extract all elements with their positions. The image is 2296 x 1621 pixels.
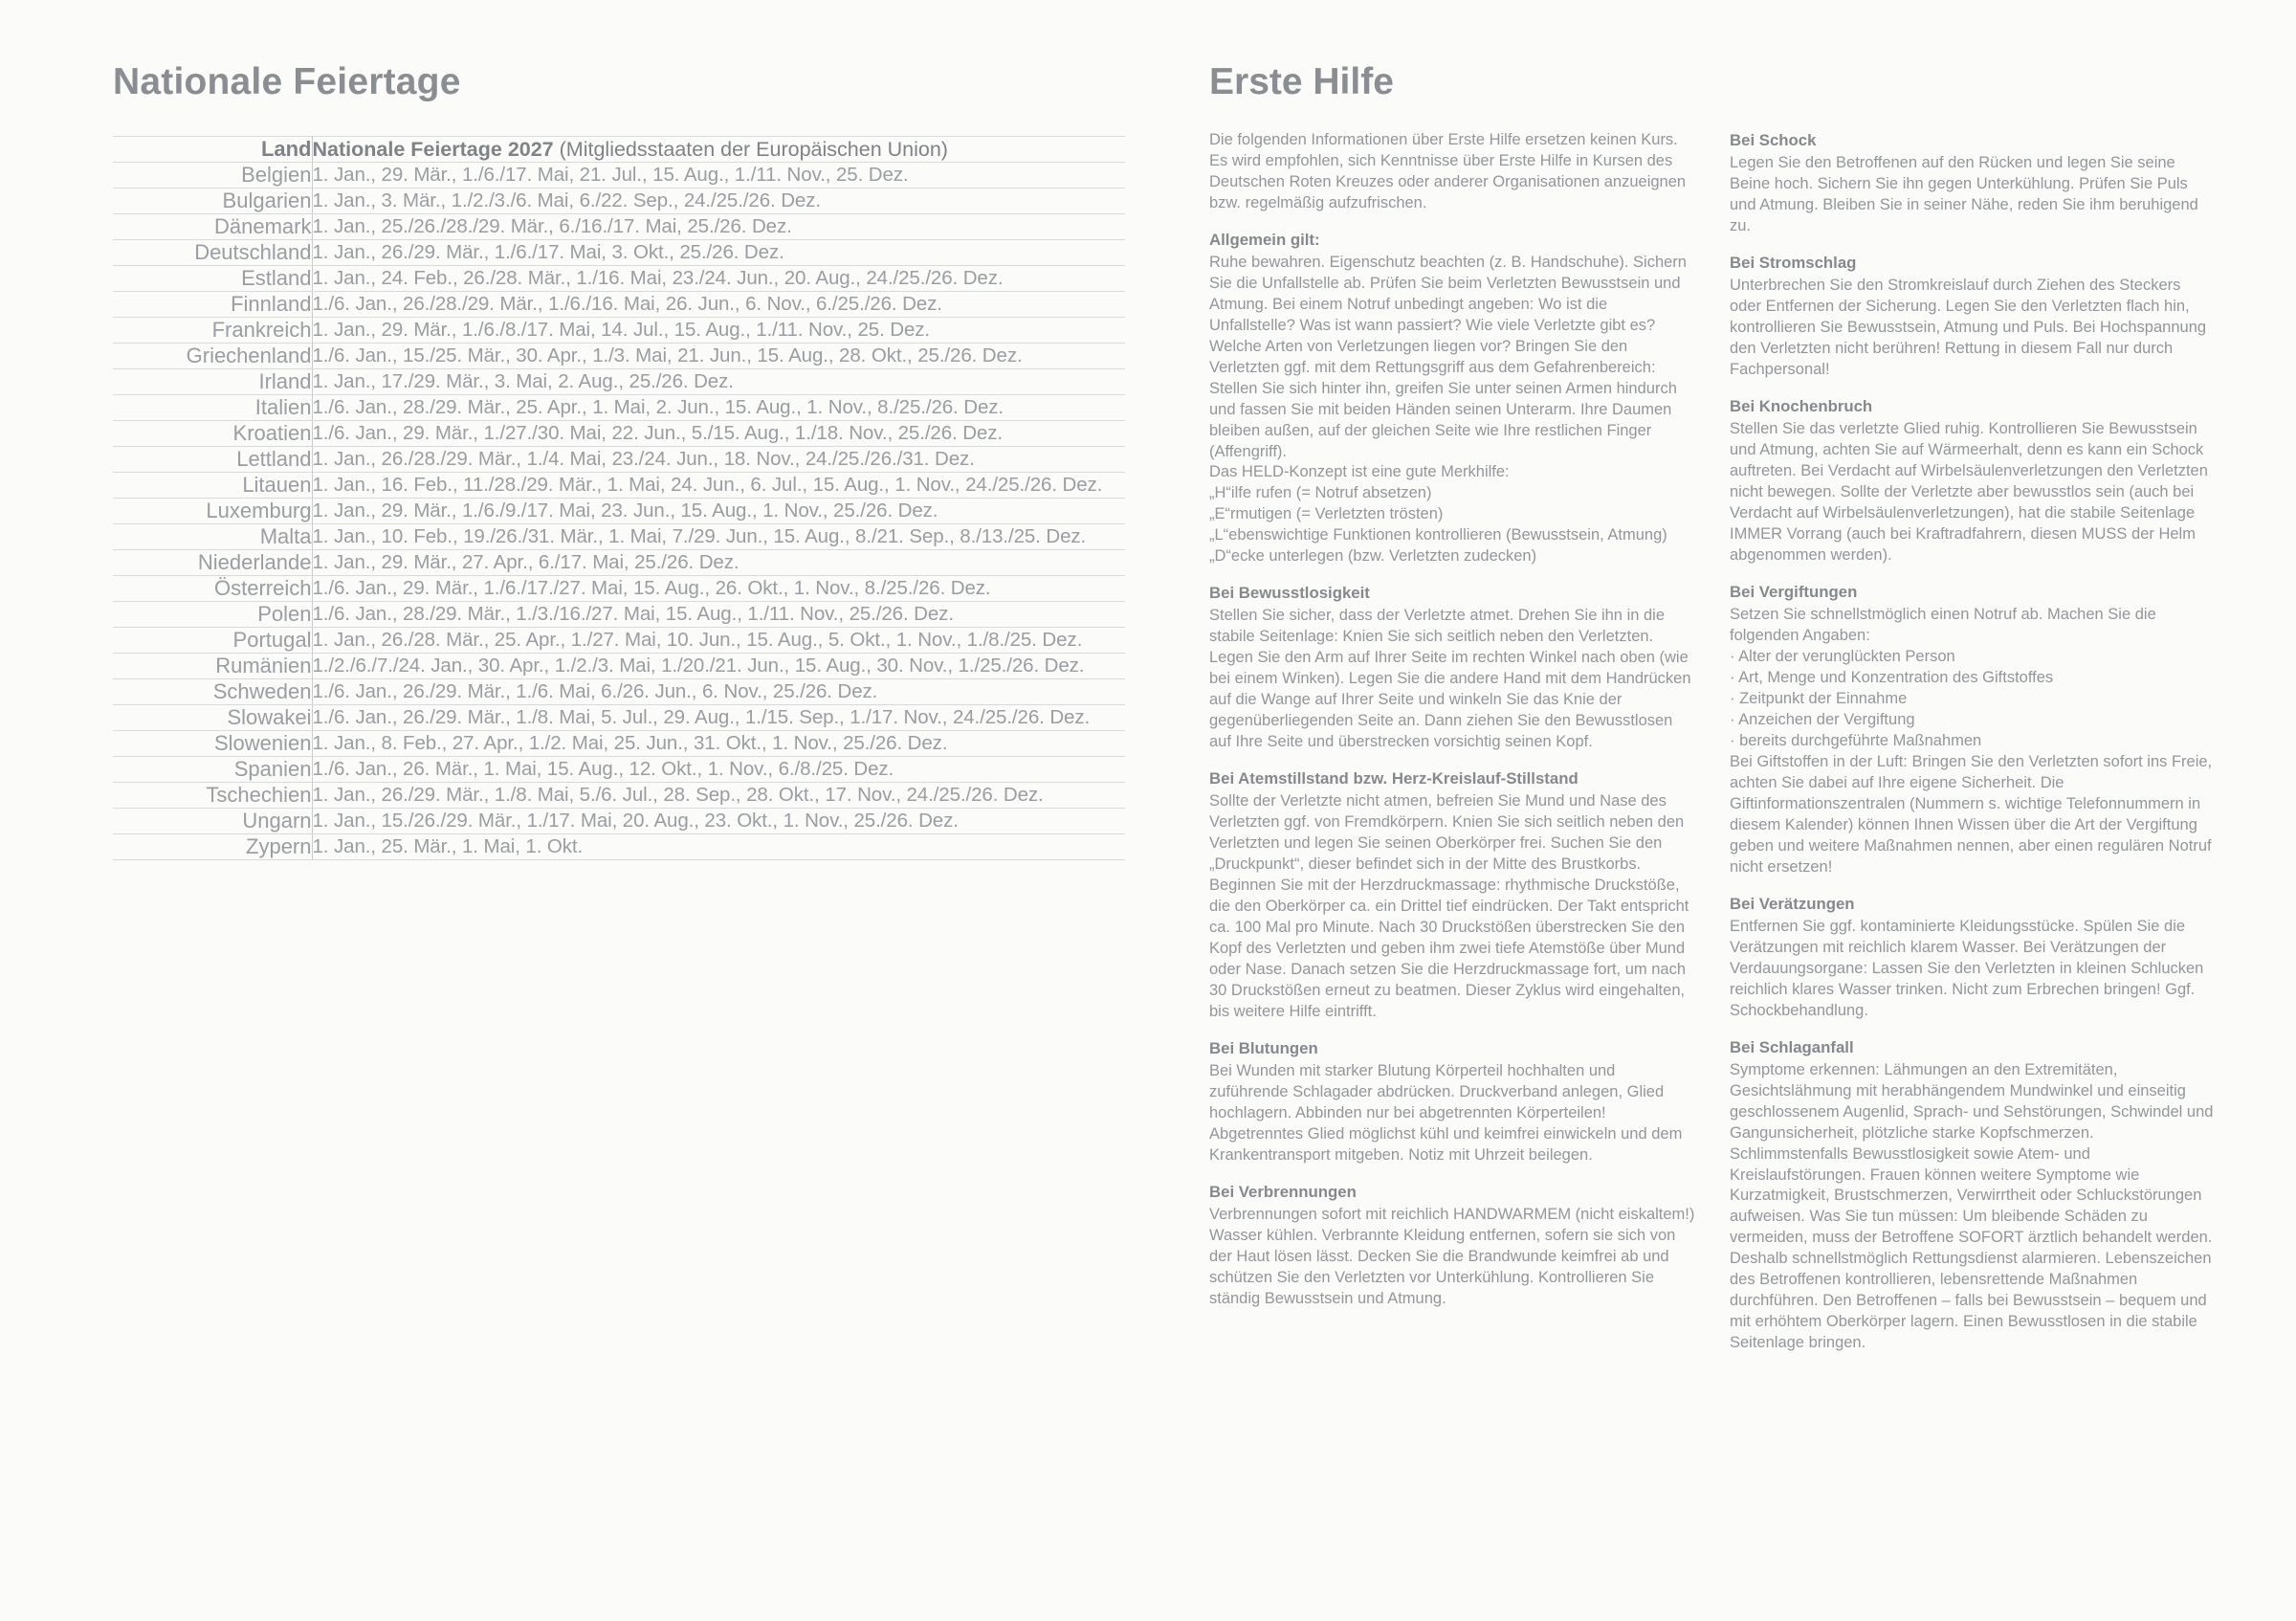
heading-verbrennungen: Bei Verbrennungen [1209,1182,1357,1201]
text-schock: Legen Sie den Betroffenen auf den Rücken und legen Sie seine Beine hoch. Sichern Sie ihn gegen Unterkühlung. Prüfen Sie Puls und Atmung. Bleiben Sie in seiner Nähe, reden Sie ihm beruhigend zu. [1730,154,2198,235]
section-atemstillstand [1209,768,1695,1023]
table-header-row [113,137,1125,163]
country-holiday-dates: 1. Jan., 26./28. Mär., 25. Apr., 1./27. Mai, 10. Jun., 15. Aug., 5. Okt., 1. Nov., 1./8./25. Dez. [312,628,1125,654]
country-holiday-dates: 1. Jan., 29. Mär., 27. Apr., 6./17. Mai, 25./26. Dez. [312,550,1125,576]
held-item-3: „D“ecke unterlegen (bzw. Verletzten zudecken) [1209,547,1537,566]
column-header-land: Land [113,137,312,163]
country-name: Portugal [113,628,312,654]
country-name: Kroatien [113,421,312,447]
heading-knochenbruch: Bei Knochenbruch [1730,397,1873,416]
country-name: Finnland [113,292,312,318]
text-knochenbruch: Stellen Sie das verletzte Glied ruhig. Kontrollieren Sie Bewusstsein und Atmung, achten Sie auf Wärmeerhalt, denn es kann ein Schock auftreten. Bei Verdacht auf Wirbelsäulenverletzungen den Verletzten nicht bewegen. Sollte der Verletzte aber bewusstlos sein (auch bei Verdacht auf Wirbelsäulenverletzungen), hat die stabile Seitenlage IMMER Vorrang (auch bei Kraftradfahrern, diesen MUSS der Helm abgenommen werden). [1730,420,2208,565]
table-row [113,524,1125,550]
country-name: Österreich [113,576,312,602]
table-row [113,809,1125,834]
heading-schock: Bei Schock [1730,131,1817,149]
left-page [57,50,1188,1583]
first-aid-columns [1209,130,2216,1354]
first-aid-column-1 [1209,130,1695,1354]
heading-blutungen: Bei Blutungen [1209,1038,1318,1057]
country-name: Irland [113,369,312,395]
table-row [113,679,1125,705]
text-blutungen: Bei Wunden mit starker Blutung Körperteil hochhalten und zuführende Schlagader abdrücken. Druckverband anlegen, Glied hochlagern. Abbinden nur bei abgetrennten Körperteilen! Abgetrenntes Glied möglichst kühl und keimfrei einwickeln und dem Krankentransport mitgeben. Notiz mit Uhrzeit beilegen. [1209,1062,1683,1164]
right-page [1188,50,2239,1583]
first-aid-title: Erste Hilfe [1209,61,1394,102]
column-header-holidays-sub: (Mitgliedsstaaten der Europäischen Union) [559,137,948,161]
national-holidays-table [113,136,1125,860]
country-name: Estland [113,266,312,292]
country-holiday-dates: 1./6. Jan., 26. Mär., 1. Mai, 15. Aug., 12. Okt., 1. Nov., 6./8./25. Dez. [312,757,1125,783]
country-holiday-dates: 1. Jan., 15./26./29. Mär., 1./17. Mai, 20. Aug., 23. Okt., 1. Nov., 25./26. Dez. [312,809,1125,834]
vergiftungen-item-4: · bereits durchgeführte Maßnahmen [1730,731,1982,749]
country-holiday-dates: 1. Jan., 26./29. Mär., 1./6./17. Mai, 3. Okt., 25./26. Dez. [312,240,1125,266]
country-holiday-dates: 1. Jan., 29. Mär., 1./6./8./17. Mai, 14. Jul., 15. Aug., 1./11. Nov., 25. Dez. [312,318,1125,344]
country-holiday-dates: 1. Jan., 25./26./28./29. Mär., 6./16./17. Mai, 25./26. Dez. [312,214,1125,240]
table-row [113,473,1125,499]
country-holiday-dates: 1. Jan., 29. Mär., 1./6./17. Mai, 21. Jul., 15. Aug., 1./11. Nov., 25. Dez. [312,163,1125,189]
country-name: Deutschland [113,240,312,266]
country-name: Belgien [113,163,312,189]
country-holiday-dates: 1. Jan., 26./28./29. Mär., 1./4. Mai, 23./24. Jun., 18. Nov., 24./25./26./31. Dez. [312,447,1125,473]
table-row [113,344,1125,369]
column-header-holidays [312,137,1125,163]
vergiftungen-item-3: · Anzeichen der Vergiftung [1730,711,1915,728]
country-name: Polen [113,602,312,628]
country-name: Slowakei [113,705,312,731]
vergiftungen-item-1: · Art, Menge und Konzentration des Giftstoffes [1730,669,2054,687]
country-holiday-dates: 1./2./6./7./24. Jan., 30. Apr., 1./2./3. Mai, 1./20./21. Jun., 15. Aug., 30. Nov., 1./25./26. Dez. [312,654,1125,679]
held-item-2: „L“ebenswichtige Funktionen kontrollieren (Bewusstsein, Atmung) [1209,526,1667,544]
table-row [113,705,1125,731]
country-holiday-dates: 1. Jan., 25. Mär., 1. Mai, 1. Okt. [312,834,1125,860]
country-holiday-dates: 1./6. Jan., 26./29. Mär., 1./8. Mai, 5. Jul., 29. Aug., 1./15. Sep., 1./17. Nov., 24./25./26. Dez. [312,705,1125,731]
table-row [113,163,1125,189]
country-name: Litauen [113,473,312,499]
held-item-1: „E“rmutigen (= Verletzten trösten) [1209,505,1444,523]
country-name: Italien [113,395,312,421]
page-title: Nationale Feiertage [113,61,461,102]
country-name: Zypern [113,834,312,860]
text-bewusstlosigkeit: Stellen Sie sicher, dass der Verletzte atmet. Drehen Sie ihn in die stabile Seitenlage: Knien Sie sich seitlich neben den Verletzten. Legen Sie den Arm auf Ihrer Seite im rechten Winkel nach oben (wie bei einem Winken). Legen Sie die andere Hand mit dem Handrücken auf die Wange auf Ihrer Seite und winkeln Sie das Knie der gegenüberliegenden Seite an. Dann ziehen Sie den Bewusstlosen auf Ihre Seite und überstrecken vorsichtig seinen Kopf. [1209,607,1691,751]
heading-vergiftungen: Bei Vergiftungen [1730,582,1858,601]
section-schlaganfall [1730,1037,2216,1354]
table-row [113,628,1125,654]
country-holiday-dates: 1. Jan., 29. Mär., 1./6./9./17. Mai, 23. Jun., 15. Aug., 1. Nov., 25./26. Dez. [312,499,1125,524]
table-row [113,318,1125,344]
text-allgemein: Ruhe bewahren. Eigenschutz beachten (z. B. Handschuhe). Sichern Sie die Unfallstelle ab. Prüfen Sie beim Verletzten Bewusstsein und Atmung. Bei einem Notruf unbedingt angeben: Wo ist die Unfallstelle? Was ist wann passiert? Wie viele Verletzte gibt es? Welche Arten von Verletzungen liegen vor? Bringen Sie den Verletzten ggf. mit dem Rettungsgriff aus dem Gefahrenbereich: Stellen Sie sich hinter ihn, greifen Sie unter seinen Armen hindurch und fassen Sie mit beiden Händen seinen Unterarm. Ihre Daumen bleiben außen, auf der gleichen Seite wie Ihre restlichen Finger (Affengriff). [1209,254,1687,460]
first-aid-column-2 [1730,130,2216,1354]
country-name: Bulgarien [113,189,312,214]
vergiftungen-item-0: · Alter der verunglückten Person [1730,648,1955,666]
table-row [113,240,1125,266]
section-schock [1730,130,2216,237]
section-verbrennungen [1209,1182,1695,1310]
table-row [113,499,1125,524]
table-row [113,576,1125,602]
section-bewusstlosigkeit [1209,583,1695,753]
text-held-intro: Das HELD-Konzept ist eine gute Merkhilfe: [1209,463,1510,481]
country-holiday-dates: 1. Jan., 8. Feb., 27. Apr., 1./2. Mai, 25. Jun., 31. Okt., 1. Nov., 25./26. Dez. [312,731,1125,757]
table-row [113,292,1125,318]
table-row [113,654,1125,679]
column-header-holidays-main: Nationale Feiertage 2027 [312,137,554,161]
section-veraetzungen [1730,894,2216,1022]
table-row [113,266,1125,292]
section-vergiftungen [1730,582,2216,878]
country-name: Ungarn [113,809,312,834]
section-stromschlag [1730,253,2216,381]
table-row [113,189,1125,214]
text-verbrennungen: Verbrennungen sofort mit reichlich HANDWARMEM (nicht eiskaltem!) Wasser kühlen. Verbrannte Kleidung entfernen, sofern sie sich von der Haut lösen lässt. Decken Sie die Brandwunde keimfrei ab und schützen Sie den Verletzten vor Unterkühlung. Kontrollieren Sie ständig Bewusstsein und Atmung. [1209,1206,1695,1307]
table-row [113,550,1125,576]
section-knochenbruch [1730,396,2216,566]
country-holiday-dates: 1. Jan., 26./29. Mär., 1./8. Mai, 5./6. Jul., 28. Sep., 28. Okt., 17. Nov., 24./25./26. Dez. [312,783,1125,809]
table-row [113,395,1125,421]
country-holiday-dates: 1. Jan., 10. Feb., 19./26./31. Mär., 1. Mai, 7./29. Jun., 15. Aug., 8./21. Sep., 8./13./25. Dez. [312,524,1125,550]
heading-schlaganfall: Bei Schlaganfall [1730,1037,1854,1056]
table-row [113,369,1125,395]
first-aid-intro: Die folgenden Informationen über Erste Hilfe ersetzen keinen Kurs. Es wird empfohlen, sich Kenntnisse über Erste Hilfe in Kursen des Deutschen Roten Kreuzes oder anderer Organisationen anzueignen bzw. regelmäßig aufzufrischen. [1209,131,1687,211]
country-name: Lettland [113,447,312,473]
table-row [113,447,1125,473]
country-holiday-dates: 1./6. Jan., 29. Mär., 1./6./17./27. Mai, 15. Aug., 26. Okt., 1. Nov., 8./25./26. Dez. [312,576,1125,602]
table-row [113,421,1125,447]
section-blutungen [1209,1038,1695,1166]
country-holiday-dates: 1. Jan., 17./29. Mär., 3. Mai, 2. Aug., 25./26. Dez. [312,369,1125,395]
country-name: Griechenland [113,344,312,369]
country-holiday-dates: 1. Jan., 16. Feb., 11./28./29. Mär., 1. Mai, 24. Jun., 6. Jul., 15. Aug., 1. Nov., 24./25./26. Dez. [312,473,1125,499]
country-name: Spanien [113,757,312,783]
table-row [113,834,1125,860]
heading-stromschlag: Bei Stromschlag [1730,254,1857,273]
country-holiday-dates: 1./6. Jan., 26./28./29. Mär., 1./6./16. Mai, 26. Jun., 6. Nov., 6./25./26. Dez. [312,292,1125,318]
section-allgemein [1209,230,1695,567]
held-item-0: „H“ilfe rufen (= Notruf absetzen) [1209,484,1432,502]
country-name: Dänemark [113,214,312,240]
country-holiday-dates: 1. Jan., 24. Feb., 26./28. Mär., 1./16. Mai, 23./24. Jun., 20. Aug., 24./25./26. Dez. [312,266,1125,292]
country-name: Rumänien [113,654,312,679]
text-schlaganfall: Symptome erkennen: Lähmungen an den Extremitäten, Gesichtslähmung mit herabhängendem Mundwinkel und einseitig geschlossenem Augenlid, Sprach- und Sehstörungen, Schwindel und Gangunsicherheit, plötzliche starke Kopfschmerzen. Schlimmstenfalls Bewusstlosigkeit sowie Atem- und Kreislaufstörungen. Frauen können weitere Symptome wie Kurzatmigkeit, Brustschmerzen, Verwirrtheit oder Schluckstörungen aufweisen. Was Sie tun müssen: Um bleibende Schäden zu vermeiden, muss der Betroffene SOFORT ärztlich behandelt werden. Deshalb schnellstmöglich Rettungsdienst alarmieren. Lebenszeichen des Betroffenen kontrollieren, lebensrettende Maßnahmen durchführen. Den Betroffenen – falls bei Bewusstsein – bequem und mit erhöhtem Oberkörper lagern. Einen Bewusstlosen in die stabile Seitenlage bringen. [1730,1060,2214,1352]
table-row [113,783,1125,809]
text-vergiftungen: Setzen Sie schnellstmöglich einen Notruf ab. Machen Sie die folgenden Angaben: [1730,606,2156,645]
text-vergiftungen-2: Bei Giftstoffen in der Luft: Bringen Sie den Verletzten sofort ins Freie, achten Sie dabei auf Ihre eigene Sicherheit. Die Giftinformationszentralen (Nummern s. wichtige Telefonnummern in diesem Kalender) können Ihnen Wissen über die Art der Vergiftung geben und weitere Maßnahmen nennen, aber einen regulären Notruf nicht ersetzen! [1730,752,2213,876]
country-holiday-dates: 1./6. Jan., 29. Mär., 1./27./30. Mai, 22. Jun., 5./15. Aug., 1./18. Nov., 25./26. Dez. [312,421,1125,447]
country-name: Frankreich [113,318,312,344]
country-name: Slowenien [113,731,312,757]
text-veraetzungen: Entfernen Sie ggf. kontaminierte Kleidungsstücke. Spülen Sie die Verätzungen mit reichlich klarem Wasser. Bei Verätzungen der Verdauungsorgane: Lassen Sie den Verletzten in kleinen Schlucken reichlich klares Wasser trinken. Nicht zum Erbrechen bringen! Ggf. Schockbehandlung. [1730,917,2204,1019]
country-holiday-dates: 1./6. Jan., 26./29. Mär., 1./6. Mai, 6./26. Jun., 6. Nov., 25./26. Dez. [312,679,1125,705]
table-row [113,602,1125,628]
text-stromschlag: Unterbrechen Sie den Stromkreislauf durch Ziehen des Steckers oder Entfernen der Sicherung. Legen Sie den Verletzten flach hin, kontrollieren Sie Bewusstsein, Atmung und Puls. Bei Hochspannung den Verletzten nicht berühren! Rettung in diesem Fall nur durch Fachpersonal! [1730,277,2207,379]
country-holiday-dates: 1./6. Jan., 15./25. Mär., 30. Apr., 1./3. Mai, 21. Jun., 15. Aug., 28. Okt., 25./26. Dez. [312,344,1125,369]
country-name: Niederlande [113,550,312,576]
country-holiday-dates: 1. Jan., 3. Mär., 1./2./3./6. Mai, 6./22. Sep., 24./25./26. Dez. [312,189,1125,214]
country-name: Tschechien [113,783,312,809]
country-name: Luxemburg [113,499,312,524]
text-atemstillstand: Sollte der Verletzte nicht atmen, befreien Sie Mund und Nase des Verletzten ggf. von Fremdkörpern. Knien Sie sich seitlich neben den Verletzten und legen Sie seinen Oberkörper frei. Suchen Sie den „Druckpunkt“, dieser befindet sich in der Mitte des Brustkorbs. Beginnen Sie mit der Herzdruckmassage: rhythmische Druckstöße, die den Oberkörper ca. ein Drittel tief eindrücken. Der Takt entspricht ca. 100 Mal pro Minute. Nach 30 Druckstößen überstrecken Sie den Kopf des Verletzten und geben ihm zwei tiefe Atemstöße über Mund oder Nase. Danach setzen Sie die Herzdruckmassage fort, um nach 30 Druckstößen erneut zu beatmen. Dieser Zyklus wird eingehalten, bis weitere Hilfe eintrifft. [1209,792,1689,1020]
country-name: Schweden [113,679,312,705]
table-row [113,731,1125,757]
country-name: Malta [113,524,312,550]
heading-veraetzungen: Bei Verätzungen [1730,894,1855,913]
heading-bewusstlosigkeit: Bei Bewusstlosigkeit [1209,584,1370,603]
heading-atemstillstand: Bei Atemstillstand bzw. Herz-Kreislauf-Stillstand [1209,769,1578,788]
heading-allgemein: Allgemein gilt: [1209,230,1320,249]
country-holiday-dates: 1./6. Jan., 28./29. Mär., 25. Apr., 1. Mai, 2. Jun., 15. Aug., 1. Nov., 8./25./26. Dez. [312,395,1125,421]
table-row [113,757,1125,783]
country-holiday-dates: 1./6. Jan., 28./29. Mär., 1./3./16./27. Mai, 15. Aug., 1./11. Nov., 25./26. Dez. [312,602,1125,628]
table-row [113,214,1125,240]
vergiftungen-item-2: · Zeitpunkt der Einnahme [1730,690,1908,708]
